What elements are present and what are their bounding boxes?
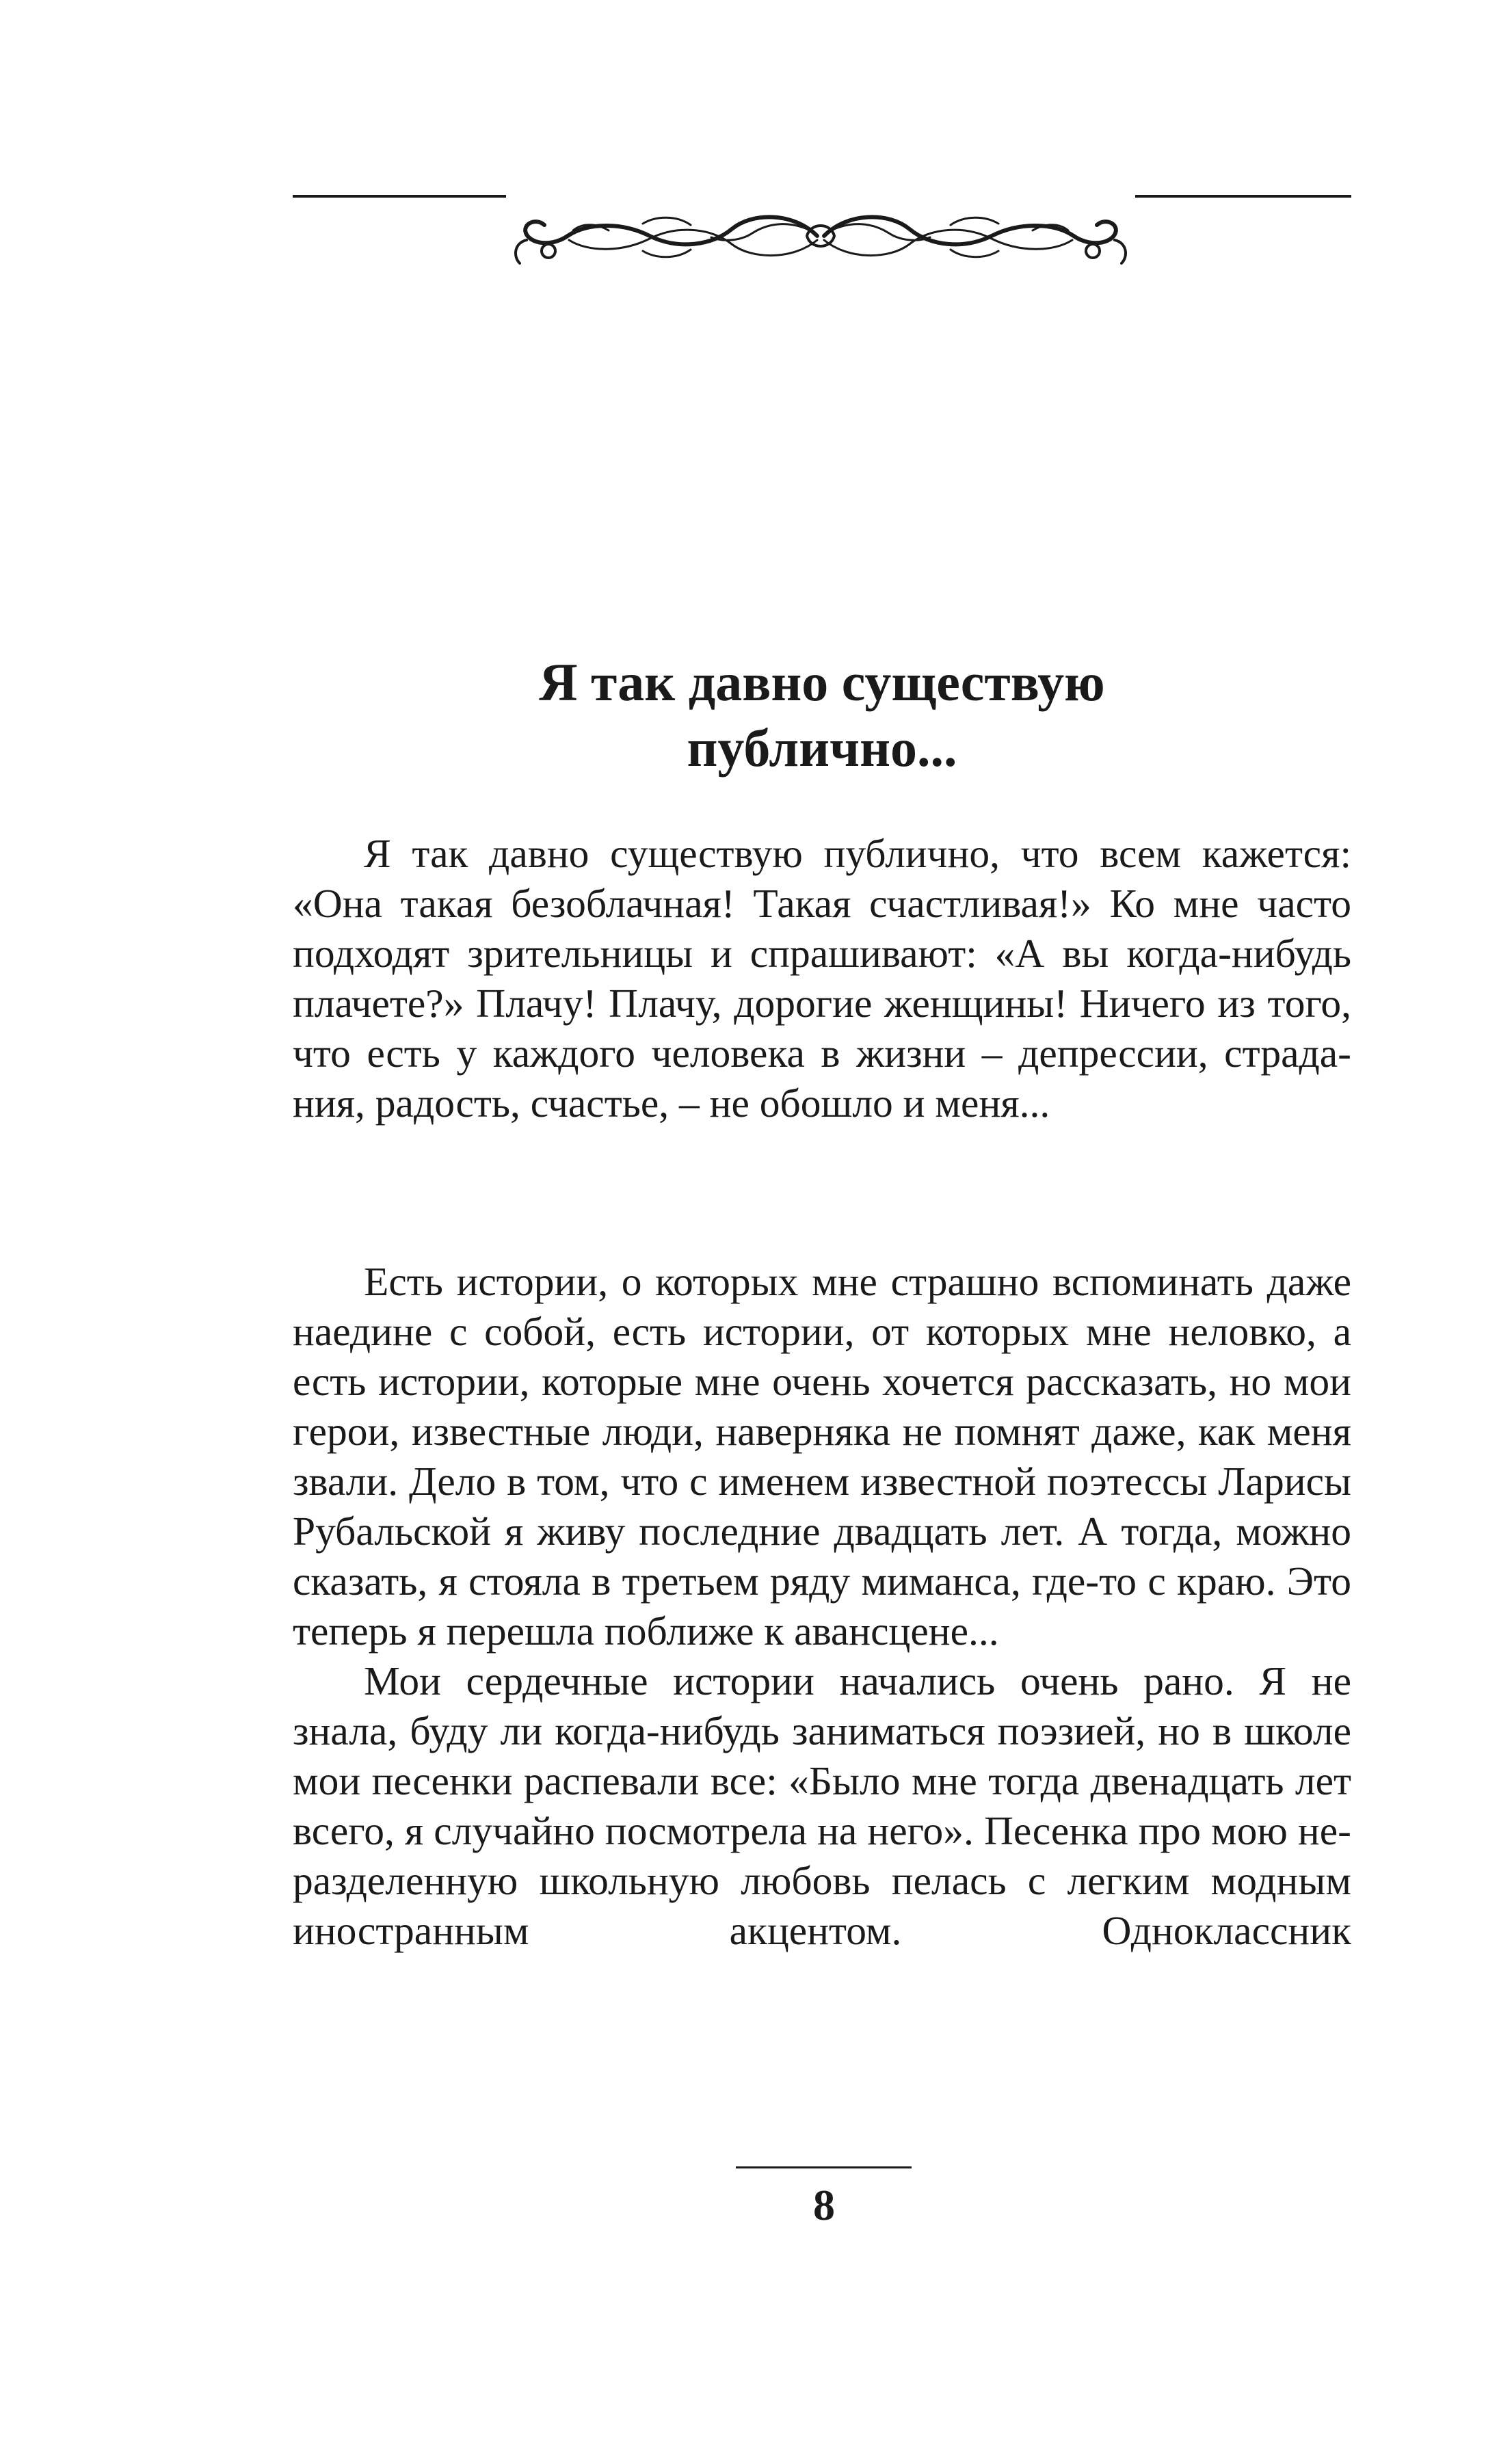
footer-rule xyxy=(736,2166,912,2168)
body-paragraph-1: Я так давно существую публично, что всем кажется: «Она такая безоблачная! Такая счастливая!» Ко мне часто подходят зрительницы и спрашивают: «А вы когда-нибудь плачете?» Плачу! Плачу, дорогие женщины! Ничего из того, что есть у каждого человека в жизни – депрессии, страдания, радость, счастье, – не обошло и меня... xyxy=(293,831,1351,1126)
scroll-flourish-icon xyxy=(506,195,1135,277)
body-paragraph-3: Мои сердечные истории начались очень рано. Я не знала, буду ли когда-нибудь заниматься поэзией, но в школе мои песенки распевали все: «Было мне тогда двенадцать лет всего, я случайно посмотрела на него». Песенка про мою неразделенную школьную любовь пелась с легким модным иностранным акцентом. Одноклассник xyxy=(293,1658,1351,1953)
chapter-title-line-2: публично... xyxy=(687,718,957,778)
page-number: 8 xyxy=(813,2181,835,2229)
chapter-title-line-1: Я так давно существую xyxy=(539,652,1105,712)
intro-text-block xyxy=(293,829,1351,1128)
chapter-title xyxy=(293,650,1351,781)
main-text-block xyxy=(293,1257,1351,1956)
body-paragraph-2: Есть истории, о которых мне страшно вспоминать даже наедине с собой, есть истории, от которых мне неловко, а есть истории, которые мне очень хочется рассказать, но мои герои, известные люди, наверняка не помнят даже, как меня звали. Дело в том, что с именем известной поэтессы Ларисы Рубальской я живу последние двадцать лет. А тогда, можно сказать, я стояла в третьем ряду миманса, где-то с краю. Это теперь я перешла поближе к авансцене... xyxy=(293,1259,1351,1654)
